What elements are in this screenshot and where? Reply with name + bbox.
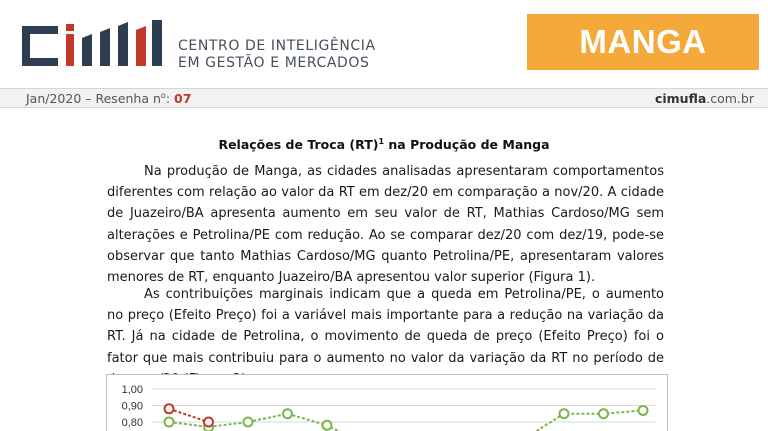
issue-info (26, 91, 191, 106)
data-point (244, 418, 253, 427)
report-header (0, 0, 768, 86)
title-footnote: 1 (378, 137, 385, 146)
data-point (283, 409, 292, 418)
paragraph-2-text: As contribuições marginais indicam que a queda em Petrolina/PE, o aumento no preço (Efeito Preço) foi a variável mais importante para a redução na variação da RT. Já na cidade de Petrolina, o movimento de queda de preço (Efeito Preço) foi o fator que mais contribuiu para o aumento no valor da variação da RT no período de (107, 287, 664, 366)
center-name-line1: CENTRO DE INTELIGÊNCIA (178, 38, 376, 54)
series-line (169, 410, 643, 431)
site-bold: cimufla (654, 91, 707, 106)
article-title (0, 137, 768, 152)
center-name-line2: EM GESTÃO E MERCADOS (178, 55, 370, 71)
cim-logo (22, 20, 168, 70)
site-link[interactable] (655, 91, 754, 106)
issue-colon: : (165, 91, 174, 107)
issue-sup: o (160, 91, 166, 100)
issue-prefix: Jan/2020 – Resenha n (26, 91, 161, 107)
center-name (178, 38, 376, 72)
y-tick-label: 0,90 (121, 400, 143, 413)
y-tick-label: 1,00 (121, 384, 143, 396)
paragraph-1-text: Na produção de Manga, as cidades analisadas apresentaram comportamentos diferentes com relação ao valor da RT em dez/20 em comparação a nov/20. A cidade de Juazeiro/BA apresenta aumento em seu valor de RT, Mathias Cardoso/MG sem alterações e Petrolina/PE com redução. Ao se comparar dez/20 com dez/19, pode-se observar que tanto Mathias Cardoso/MG quanto Petrolina/PE, apresentaram valores menores de RT, enquanto Juazeiro/BA apresentou valor superior (Figura 1). (107, 164, 664, 286)
title-rest: na Produção de Manga (384, 137, 550, 153)
issue-bar (0, 88, 768, 108)
product-badge: MANGA (527, 14, 759, 70)
data-point (204, 418, 213, 427)
chart-svg (107, 375, 669, 431)
y-tick-label: 0,80 (121, 417, 143, 429)
data-point (323, 421, 332, 430)
data-point (560, 409, 569, 418)
figure-chart (106, 374, 668, 431)
data-point (639, 406, 648, 415)
site-rest: .com.br (706, 91, 754, 106)
paragraph-1 (107, 161, 664, 288)
data-point (165, 418, 174, 427)
series-line (169, 409, 209, 422)
data-point (599, 409, 608, 418)
data-point (165, 404, 174, 413)
title-main: Relações de Troca (RT) (218, 137, 379, 153)
issue-number: 07 (174, 91, 192, 107)
